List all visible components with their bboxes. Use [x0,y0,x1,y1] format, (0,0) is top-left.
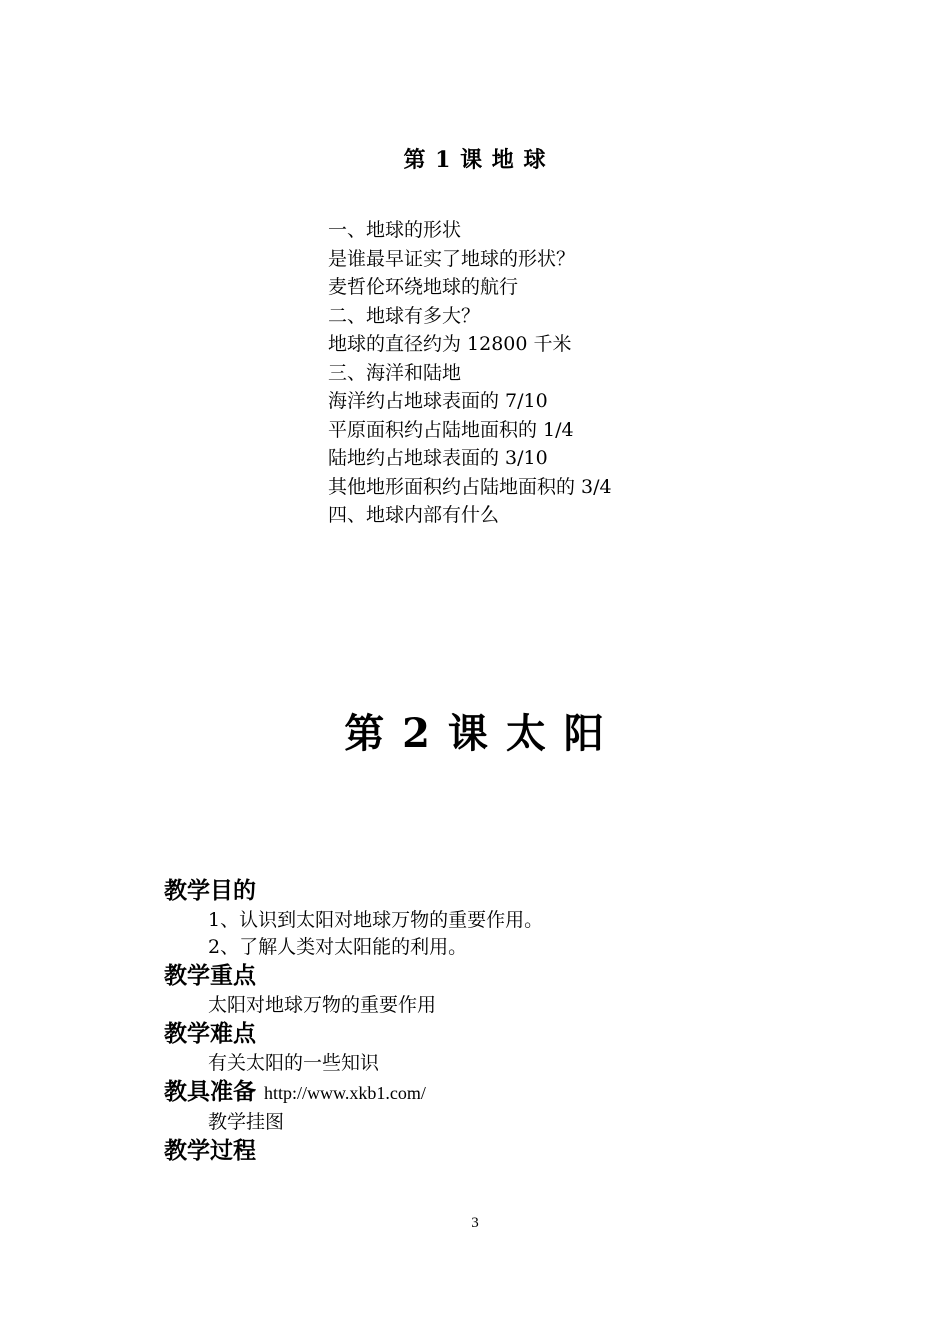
outline-line: 一、地球的形状 [328,219,462,241]
objectives-heading: 教学目的 [164,878,256,904]
outline-line: 平原面积约占陆地面积的 1/4 [328,418,574,441]
objective-item: 2、了解人类对太阳能的利用。 [208,936,468,958]
materials-link[interactable]: http://www.xkb1.com/ [264,1083,426,1103]
materials-heading: 教具准备 [164,1079,256,1105]
lesson2-plan [164,876,543,1167]
lesson1-title: 第 1 课 地 球 [403,147,547,173]
key-points-heading: 教学重点 [164,963,256,989]
outline-line: 陆地约占地球表面的 3/10 [328,447,548,469]
page-number: 3 [471,1215,479,1231]
outline-line: 二、地球有多大？ [328,304,481,327]
outline-line: 海洋约占地球表面的 7/10 [328,390,548,412]
materials-heading-row [164,1077,543,1109]
objective-item: 1、认识到太阳对地球万物的重要作用。 [208,909,544,931]
process-heading: 教学过程 [164,1138,256,1164]
difficulties-text: 有关太阳的一些知识 [208,1052,380,1074]
outline-line: 麦哲伦环绕地球的航行 [328,276,519,298]
key-points-text: 太阳对地球万物的重要作用 [208,994,437,1016]
lesson1-outline [328,216,612,530]
outline-line: 地球的直径约为 12800 千米 [328,333,572,355]
outline-line: 其他地形面积约占陆地面积的 3/4 [328,475,612,498]
outline-line: 四、地球内部有什么 [328,504,500,526]
lesson2-title: 第 2 课 太 阳 [344,710,606,757]
materials-text: 教学挂图 [208,1111,285,1133]
outline-line: 是谁最早证实了地球的形状？ [328,247,576,270]
difficulties-heading: 教学难点 [164,1021,256,1047]
outline-line: 三、海洋和陆地 [328,361,462,384]
